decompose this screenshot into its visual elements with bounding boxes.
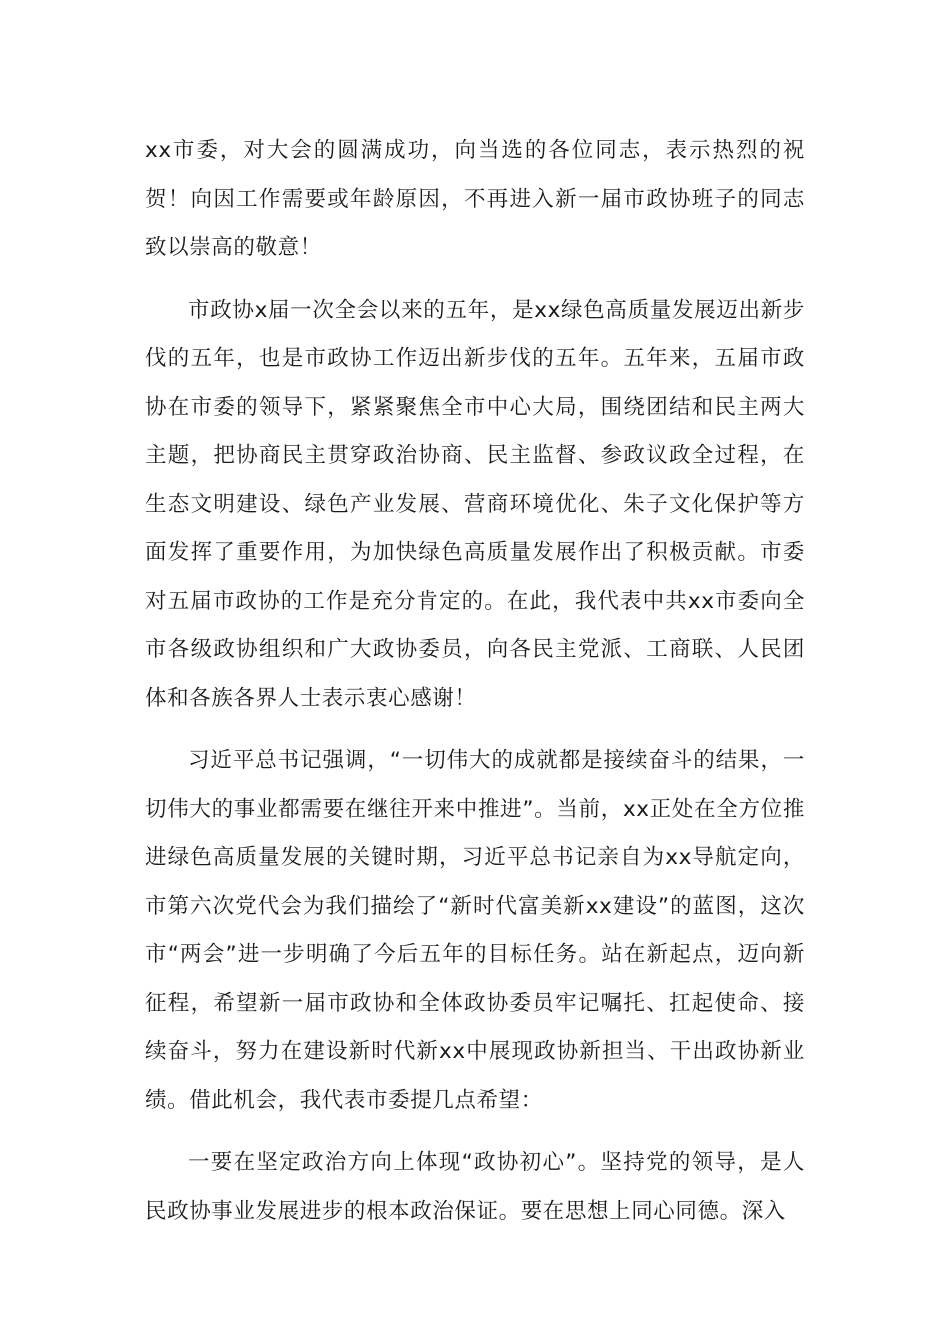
document-body: [145, 127, 805, 1250]
paragraph-2: 市政协x届一次全会以来的五年，是xx绿色高质量发展迈出新步伐的五年，也是市政协工作迈出新步伐的五年。五年来，五届市政协在市委的领导下，紧紧聚焦全市中心大局，围绕团结和民主两大主题，把协商民主贯穿政治协商、民主监督、参政议政全过程，在生态文明建设、绿色产业发展、营商环境优化、朱子文化保护等方面发挥了重要作用，为加快绿色高质量发展作出了积极贡献。市委对五届市政协的工作是充分肯定的。在此，我代表中共xx市委向全市各级政协组织和广大政协委员，向各民主党派、工商联、人民团体和各族各界人士表示衷心感谢！: [145, 297, 805, 711]
paragraph-1: xx市委，对大会的圆满成功，向当选的各位同志，表示热烈的祝贺！向因工作需要或年龄原因，不再进入新一届市政协班子的同志致以崇高的敬意！: [145, 138, 805, 260]
paragraph-4: 一要在坚定政治方向上体现“政协初心”。坚持党的领导，是人民政协事业发展进步的根本政治保证。要在思想上同心同德。深入: [145, 1150, 805, 1224]
paragraph-3: 习近平总书记强调，“一切伟大的成就都是接续奋斗的结果，一切伟大的事业都需要在继往开来中推进”。当前，xx正处在全方位推进绿色高质量发展的关键时期，习近平总书记亲自为xx导航定向，市第六次党代会为我们描绘了“新时代富美新xx建设”的蓝图，这次市“两会”进一步明确了今后五年的目标任务。站在新起点，迈向新征程，希望新一届市政协和全体政协委员牢记嘱托、扛起使命、接续奋斗，努力在建设新时代新xx中展现政协新担当、干出政协新业绩。借此机会，我代表市委提几点希望：: [145, 748, 805, 1113]
